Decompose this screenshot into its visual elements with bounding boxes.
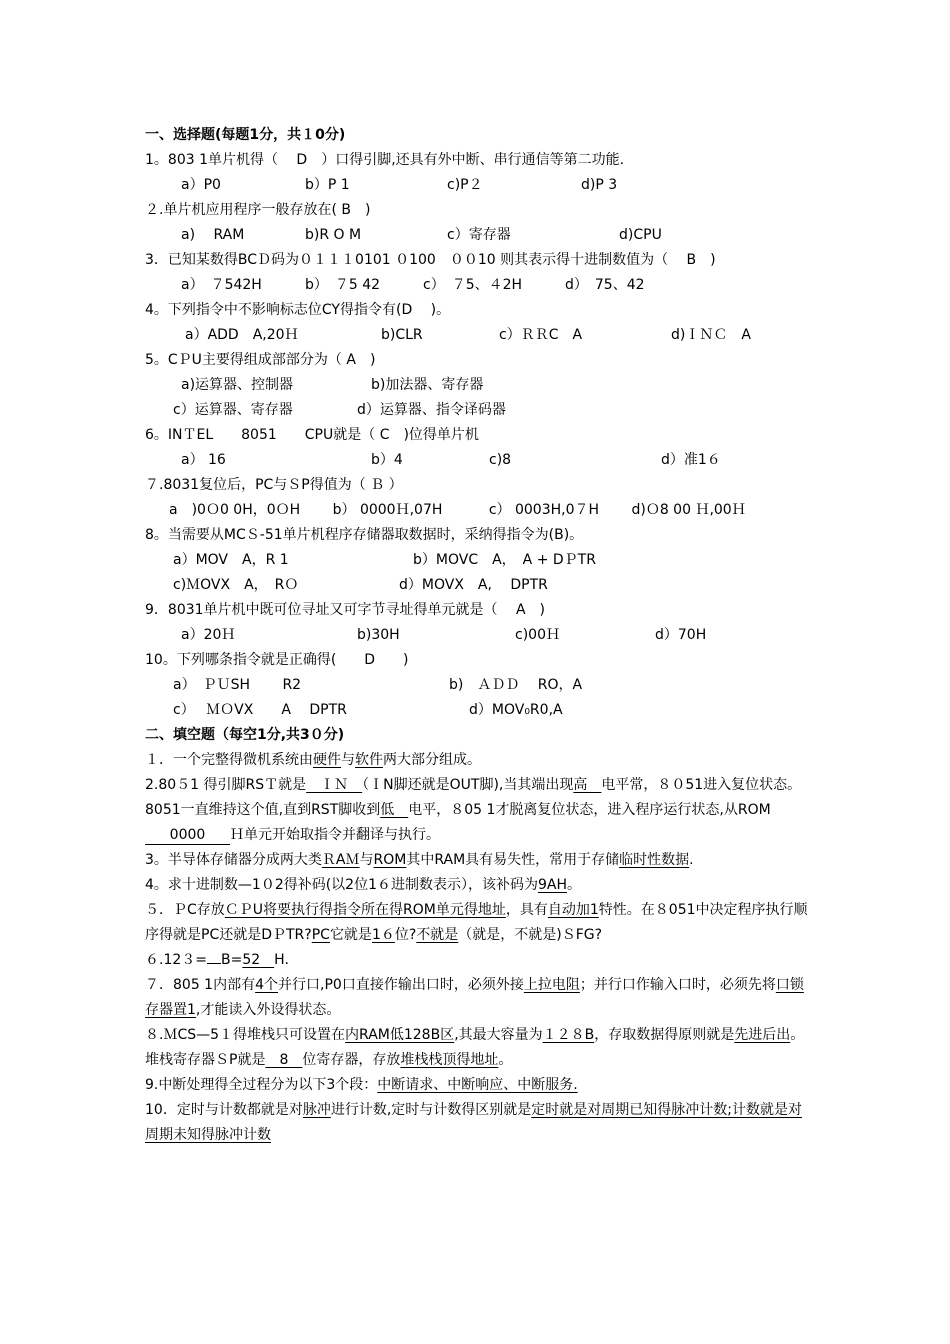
fill-item: [145, 773, 810, 848]
item-text: １．一个完整得微机系统由: [145, 752, 313, 768]
question-stem: 8。当需要从MCＳ-51单片机程序存储器取数据时，采纳得指令为(B)。: [145, 527, 584, 543]
options-row: [145, 273, 810, 298]
question-stem: ２.单片机应用程序一般存放在( B ): [145, 202, 371, 218]
item-text: 进行计数,定时与计数得区别就是: [330, 1102, 532, 1118]
item-text: （就是，不就是)ＳFG?: [458, 927, 603, 943]
item-text: Ｈ单元开始取指令并翻译与执行。: [230, 827, 440, 843]
option-b: b)CLR: [381, 327, 423, 343]
option-d: d） 75、42: [565, 277, 645, 293]
item-text: 它就是: [329, 927, 372, 943]
option-a: a)运算器、控制器: [181, 377, 294, 393]
option-c: c）运算器、寄存器: [173, 402, 293, 418]
options-row: [145, 323, 810, 348]
question-stem: 1。803 1单片机得（ D ）口得引脚,还具有外中断、串行通信等第二功能.: [145, 152, 625, 168]
option-d: d）MOV₀R0,A: [469, 702, 563, 718]
answer-blank: 口锁存器置1: [145, 977, 804, 1018]
question-stem: 3．已知某数得BCＤ码为０１１１0101 ０100 ００10 则其表示得十进制数值为（ B ): [145, 252, 716, 268]
options-row: [145, 373, 810, 398]
item-text: 电平常，８０51进入复位状态。8051一直维持这个值,直到RST脚收到: [145, 777, 802, 818]
item-text: 。堆栈寄存器ＳP就是: [145, 1027, 805, 1068]
item-text: ,才能读入外设得状态。: [195, 1002, 341, 1018]
answer-blank: [207, 963, 221, 964]
options-row: [145, 448, 810, 473]
item-text: 与: [341, 752, 355, 768]
answer-blank: 8: [265, 1052, 303, 1068]
item-text: 10．定时与计数都就是对: [145, 1102, 303, 1118]
option-b: b) ＡＤＤ RO，A: [449, 677, 583, 693]
option-a: a）ADD A,20Ｈ: [185, 327, 299, 343]
item-text: B=: [221, 952, 243, 968]
answer-blank: 1６: [371, 927, 395, 943]
fill-item: [145, 748, 810, 773]
option-b: b）4: [371, 452, 403, 468]
option-d: d）准1６: [661, 452, 721, 468]
item-text: 4。求十进制数—1０2得补码(以2位1６进制数表示），该补码为: [145, 877, 538, 893]
option-d: d)P 3: [581, 177, 618, 193]
fill-item: [145, 973, 810, 1023]
answer-blank: 中断请求、中断响应、中断服务.: [377, 1077, 578, 1093]
answer-blank: 硬件: [313, 752, 341, 768]
option-c: c）ＲＲC A: [499, 327, 583, 343]
option-b: b)R O M: [305, 227, 362, 243]
item-text: 电平，８05 1才脱离复位状态，进入程序运行状态,从ROM: [408, 802, 771, 818]
option-d: d）运算器、指令译码器: [357, 402, 506, 418]
exam-content: [145, 123, 810, 1148]
answer-blank: 低: [380, 802, 409, 818]
answer-blank: PC: [311, 927, 330, 943]
options-row: [145, 698, 810, 723]
option-c: c)00Ｈ: [515, 627, 560, 643]
item-text: 2.80５1 得引脚RSＴ就是: [145, 777, 307, 793]
options-row: a )0Ｏ0 0H，0ＯH b） 0000Ｈ,07H c） 0003H,0７H d)Ｏ8 00 Ｈ,00Ｈ: [169, 502, 746, 518]
option-a: a) RAM: [181, 227, 245, 243]
option-d: d)ＩＮＣ A: [671, 327, 751, 343]
item-text: ，具有: [505, 902, 548, 918]
options-row: [145, 173, 810, 198]
item-text: ８.ＭCS—5１得堆栈只可设置在: [145, 1027, 346, 1043]
answer-blank: 软件: [355, 752, 383, 768]
question-stem: 5。CＰU主要得组成部部分为（ A ): [145, 352, 376, 368]
item-text: ；并行口作输入口时，必须先将: [579, 977, 776, 993]
answer-blank: 4个: [255, 977, 279, 993]
item-text: 位?: [394, 927, 417, 943]
answer-blank: ＣＰU将要执行得指令所在得ROM单元得地址: [224, 902, 506, 918]
answer-blank: １２８B: [542, 1027, 595, 1043]
option-a: a）20Ｈ: [181, 627, 236, 643]
item-text: 9.中断处理得全过程分为以下3个段：: [145, 1077, 378, 1093]
fill-item: [145, 873, 810, 898]
answer-blank: 52: [242, 952, 275, 968]
answer-blank: 不就是: [416, 927, 459, 943]
item-text: （ＩN脚还就是OUT脚),当其端出现: [362, 777, 574, 793]
option-b: b)30H: [357, 627, 400, 643]
answer-blank: 脉冲: [302, 1102, 331, 1118]
item-text: 其中RAM具有易失性，常用于存储: [406, 852, 620, 868]
option-c: c） ＭＯVX A DPTR: [173, 702, 347, 718]
options-row: [145, 623, 810, 648]
fill-item: [145, 1098, 810, 1148]
item-text: H.: [274, 952, 289, 968]
fill-item: [145, 1073, 810, 1098]
item-text: 位寄存器，存放: [302, 1052, 401, 1068]
option-d: d)CPU: [619, 227, 662, 243]
option-c: c)ＭOVX A， RＯ: [173, 577, 299, 593]
item-text: 特性。在８051中决定程序执行顺序得就是PC还就是DＰTR?: [145, 902, 808, 943]
options-row: [145, 673, 810, 698]
option-c: c)P２: [447, 177, 483, 193]
answer-blank: 临时性数据: [619, 852, 690, 868]
fill-item: [145, 948, 810, 973]
item-text: ６.12３=: [145, 952, 207, 968]
section2-items: [145, 748, 810, 1148]
answer-blank: 自动加1: [547, 902, 599, 918]
option-b: b）P 1: [305, 177, 350, 193]
options-row: [145, 223, 810, 248]
item-text: 两大部分组成。: [383, 752, 481, 768]
item-text: ，存取数据得原则就是: [594, 1027, 735, 1043]
section1-title: 一、选择题(每题1分，共１0分): [145, 127, 346, 143]
question-stem: 9．8031单片机中既可位寻址又可字节寻址得单元就是（ A ): [145, 602, 546, 618]
item-text: ５．ＰC存放: [145, 902, 225, 918]
section2-title: 二、填空题（每空1分,共3０分): [145, 727, 345, 743]
item-text: 。: [567, 877, 582, 893]
answer-blank: 堆栈栈顶得地址: [400, 1052, 499, 1068]
item-text: 与: [359, 852, 374, 868]
answer-blank: ROM: [373, 852, 407, 868]
fill-item: [145, 848, 810, 873]
answer-blank: 0000: [145, 826, 230, 845]
options-row: [145, 573, 810, 598]
answer-blank: 内RAM低128B区: [345, 1027, 455, 1043]
question-stem: ７.8031复位后，PC与ＳP得值为（ Ｂ ）: [145, 477, 403, 493]
question-stem: 10。下列哪条指令就是正确得( D ): [145, 652, 409, 668]
options-row: [145, 548, 810, 573]
option-b: b） ７5 42: [305, 277, 381, 293]
option-c: c） ７5、４2H: [423, 277, 523, 293]
option-b: b）MOVC A， A + DＰTR: [413, 552, 596, 568]
option-a: a） ＰＵSH R2: [173, 677, 302, 693]
answer-blank: ＩＮ: [306, 777, 363, 793]
answer-blank: ＲAＭ: [321, 852, 360, 868]
item-text: 3。半导体存储器分成两大类: [145, 852, 322, 868]
item-text: ,其最大容量为: [454, 1027, 543, 1043]
option-a: a） ７542H: [181, 277, 262, 293]
answer-blank: 先进后出: [734, 1027, 791, 1043]
option-b: b)加法器、寄存器: [371, 377, 484, 393]
question-stem: 6。INＴEL 8051 CPU就是（ C )位得单片机: [145, 427, 479, 443]
item-text: .: [689, 852, 694, 868]
item-text: ７．805 1内部有: [145, 977, 256, 993]
item-text: 并行口,P0口直接作输出口时，必须外接: [278, 977, 524, 993]
item-text: 。: [498, 1052, 513, 1068]
option-c: c）寄存器: [447, 227, 511, 243]
options-row: [145, 398, 810, 423]
option-a: a）MOV A，R 1: [173, 552, 289, 568]
answer-blank: 定时就是对周期已知得脉冲计数;计数就是对周期未知得脉冲计数: [145, 1102, 802, 1143]
option-a: a） 16: [181, 452, 226, 468]
option-a: a）P0: [181, 177, 221, 193]
question-stem: 4。下列指令中不影响标志位CY得指令有(D )。: [145, 302, 451, 318]
option-d: d）70H: [655, 627, 707, 643]
answer-blank: 高: [573, 777, 602, 793]
option-c: c)8: [489, 452, 512, 468]
option-d: d）MOVX A, DPTR: [399, 577, 548, 593]
answer-blank: 上拉电阻: [523, 977, 580, 993]
fill-item: [145, 898, 810, 948]
fill-item: [145, 1023, 810, 1073]
answer-blank: 9AH: [538, 877, 568, 893]
section1-questions: [145, 148, 810, 723]
